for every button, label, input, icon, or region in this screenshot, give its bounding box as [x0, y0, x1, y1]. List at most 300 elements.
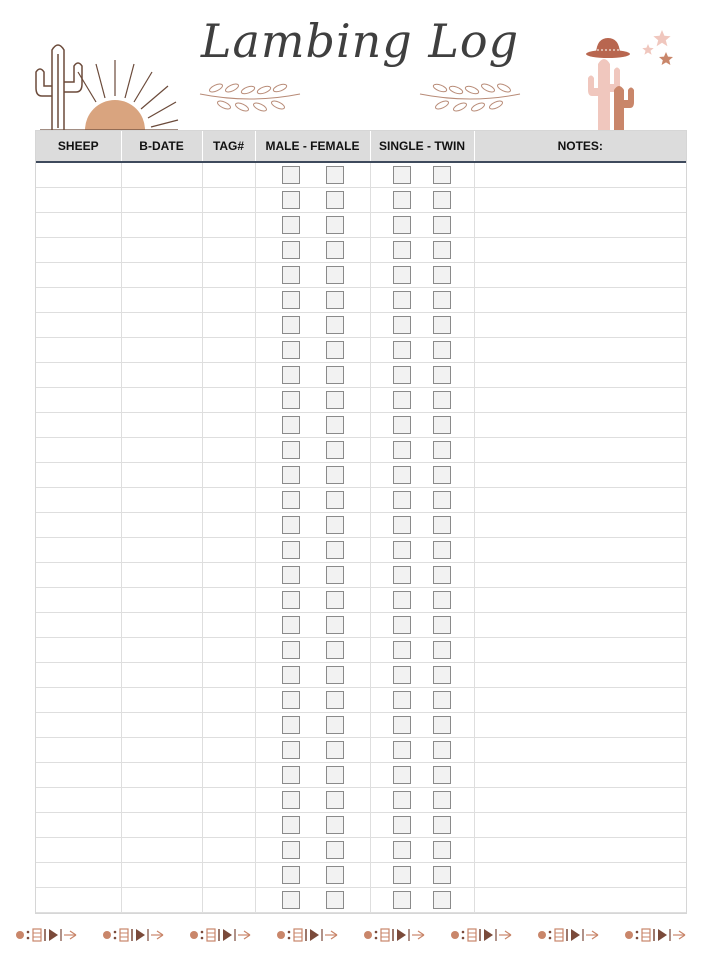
twin-checkbox[interactable]: [433, 791, 451, 809]
table-row: [36, 713, 686, 738]
tag-cell[interactable]: [202, 888, 255, 913]
tag-cell[interactable]: [202, 162, 255, 188]
male-checkbox[interactable]: [282, 716, 300, 734]
twin-checkbox[interactable]: [433, 366, 451, 384]
single-checkbox[interactable]: [393, 516, 411, 534]
single-checkbox[interactable]: [393, 541, 411, 559]
male-checkbox[interactable]: [282, 816, 300, 834]
tag-cell[interactable]: [202, 363, 255, 388]
page-title: Lambing Log: [200, 14, 520, 68]
birth-type-cell: [370, 638, 474, 663]
female-checkbox[interactable]: [326, 766, 344, 784]
sheep-cell[interactable]: [36, 263, 121, 288]
table-row: [36, 663, 686, 688]
tag-cell[interactable]: [202, 338, 255, 363]
male-checkbox[interactable]: [282, 391, 300, 409]
twin-checkbox[interactable]: [433, 466, 451, 484]
male-checkbox[interactable]: [282, 316, 300, 334]
female-checkbox[interactable]: [326, 591, 344, 609]
twin-checkbox[interactable]: [433, 841, 451, 859]
birth-date-cell[interactable]: [121, 713, 202, 738]
sheep-cell[interactable]: [36, 663, 121, 688]
notes-cell[interactable]: [474, 488, 686, 513]
single-checkbox[interactable]: [393, 741, 411, 759]
sheep-cell[interactable]: [36, 688, 121, 713]
male-checkbox[interactable]: [282, 691, 300, 709]
notes-cell[interactable]: [474, 338, 686, 363]
table-row: [36, 888, 686, 913]
sex-cell: [255, 338, 370, 363]
single-checkbox[interactable]: [393, 416, 411, 434]
notes-cell[interactable]: [474, 388, 686, 413]
tribal-motif: [190, 929, 250, 941]
male-checkbox[interactable]: [282, 866, 300, 884]
tag-cell[interactable]: [202, 413, 255, 438]
female-checkbox[interactable]: [326, 166, 344, 184]
single-checkbox[interactable]: [393, 691, 411, 709]
sex-cell: [255, 463, 370, 488]
tag-cell[interactable]: [202, 213, 255, 238]
birth-type-cell: [370, 788, 474, 813]
male-checkbox[interactable]: [282, 591, 300, 609]
male-checkbox[interactable]: [282, 791, 300, 809]
birth-date-cell[interactable]: [121, 388, 202, 413]
twin-checkbox[interactable]: [433, 316, 451, 334]
birth-type-cell: [370, 463, 474, 488]
birth-date-cell[interactable]: [121, 663, 202, 688]
birth-date-cell[interactable]: [121, 488, 202, 513]
notes-cell[interactable]: [474, 738, 686, 763]
sex-cell: [255, 213, 370, 238]
male-checkbox[interactable]: [282, 216, 300, 234]
single-checkbox[interactable]: [393, 591, 411, 609]
notes-cell[interactable]: [474, 613, 686, 638]
twin-checkbox[interactable]: [433, 166, 451, 184]
twin-checkbox[interactable]: [433, 291, 451, 309]
tag-cell[interactable]: [202, 613, 255, 638]
sheep-cell[interactable]: [36, 763, 121, 788]
female-checkbox[interactable]: [326, 241, 344, 259]
birth-date-cell[interactable]: [121, 813, 202, 838]
male-checkbox[interactable]: [282, 416, 300, 434]
table-row: [36, 438, 686, 463]
male-checkbox[interactable]: [282, 891, 300, 909]
lambing-log-table: [35, 130, 687, 914]
table-row: [36, 688, 686, 713]
female-checkbox[interactable]: [326, 841, 344, 859]
twin-checkbox[interactable]: [433, 891, 451, 909]
tag-cell[interactable]: [202, 563, 255, 588]
male-checkbox[interactable]: [282, 741, 300, 759]
twin-checkbox[interactable]: [433, 541, 451, 559]
twin-checkbox[interactable]: [433, 216, 451, 234]
table-row: [36, 838, 686, 863]
birth-type-cell: [370, 188, 474, 213]
tag-cell[interactable]: [202, 863, 255, 888]
sheep-cell[interactable]: [36, 188, 121, 213]
sex-cell: [255, 488, 370, 513]
sex-cell: [255, 188, 370, 213]
male-checkbox[interactable]: [282, 641, 300, 659]
sheep-cell[interactable]: [36, 713, 121, 738]
birth-date-cell[interactable]: [121, 513, 202, 538]
female-checkbox[interactable]: [326, 691, 344, 709]
female-checkbox[interactable]: [326, 341, 344, 359]
sheep-cell[interactable]: [36, 463, 121, 488]
tag-cell[interactable]: [202, 388, 255, 413]
female-checkbox[interactable]: [326, 216, 344, 234]
log-grid: [36, 131, 686, 913]
sheep-cell[interactable]: [36, 738, 121, 763]
table-row: [36, 538, 686, 563]
twin-checkbox[interactable]: [433, 566, 451, 584]
male-checkbox[interactable]: [282, 566, 300, 584]
sheep-cell[interactable]: [36, 338, 121, 363]
single-checkbox[interactable]: [393, 441, 411, 459]
sheep-cell[interactable]: [36, 313, 121, 338]
birth-date-cell[interactable]: [121, 188, 202, 213]
birth-date-cell[interactable]: [121, 638, 202, 663]
female-checkbox[interactable]: [326, 441, 344, 459]
tag-cell[interactable]: [202, 663, 255, 688]
female-checkbox[interactable]: [326, 716, 344, 734]
birth-type-cell: [370, 288, 474, 313]
female-checkbox[interactable]: [326, 491, 344, 509]
table-row: [36, 613, 686, 638]
sex-cell: [255, 663, 370, 688]
female-checkbox[interactable]: [326, 616, 344, 634]
birth-date-cell[interactable]: [121, 213, 202, 238]
female-checkbox[interactable]: [326, 741, 344, 759]
sex-cell: [255, 838, 370, 863]
tag-cell[interactable]: [202, 288, 255, 313]
notes-cell[interactable]: [474, 213, 686, 238]
twin-checkbox[interactable]: [433, 491, 451, 509]
sheep-cell[interactable]: [36, 813, 121, 838]
sheep-cell[interactable]: [36, 438, 121, 463]
birth-type-cell: [370, 438, 474, 463]
tag-cell[interactable]: [202, 588, 255, 613]
female-checkbox[interactable]: [326, 391, 344, 409]
tribal-motif: [538, 929, 598, 941]
single-checkbox[interactable]: [393, 491, 411, 509]
tag-cell[interactable]: [202, 488, 255, 513]
cactus-sunrise-decoration: [30, 38, 180, 132]
female-checkbox[interactable]: [326, 291, 344, 309]
birth-type-cell: [370, 813, 474, 838]
single-checkbox[interactable]: [393, 366, 411, 384]
twin-checkbox[interactable]: [433, 816, 451, 834]
sheep-cell[interactable]: [36, 788, 121, 813]
single-checkbox[interactable]: [393, 841, 411, 859]
birth-date-cell[interactable]: [121, 288, 202, 313]
sex-cell: [255, 738, 370, 763]
table-row: [36, 738, 686, 763]
notes-cell[interactable]: [474, 688, 686, 713]
sheep-cell[interactable]: [36, 638, 121, 663]
female-checkbox[interactable]: [326, 866, 344, 884]
notes-cell[interactable]: [474, 363, 686, 388]
sex-cell: [255, 638, 370, 663]
male-checkbox[interactable]: [282, 191, 300, 209]
birth-type-cell: [370, 738, 474, 763]
single-checkbox[interactable]: [393, 316, 411, 334]
twin-checkbox[interactable]: [433, 391, 451, 409]
sheep-cell[interactable]: [36, 863, 121, 888]
twin-checkbox[interactable]: [433, 716, 451, 734]
single-checkbox[interactable]: [393, 266, 411, 284]
table-row: [36, 338, 686, 363]
tag-cell[interactable]: [202, 463, 255, 488]
single-checkbox[interactable]: [393, 191, 411, 209]
twin-checkbox[interactable]: [433, 616, 451, 634]
single-checkbox[interactable]: [393, 566, 411, 584]
female-checkbox[interactable]: [326, 666, 344, 684]
twin-checkbox[interactable]: [433, 516, 451, 534]
single-checkbox[interactable]: [393, 641, 411, 659]
single-checkbox[interactable]: [393, 791, 411, 809]
single-checkbox[interactable]: [393, 241, 411, 259]
twin-checkbox[interactable]: [433, 591, 451, 609]
female-checkbox[interactable]: [326, 541, 344, 559]
single-checkbox[interactable]: [393, 391, 411, 409]
column-header-notes: NOTES:: [474, 131, 686, 162]
notes-cell[interactable]: [474, 563, 686, 588]
single-checkbox[interactable]: [393, 666, 411, 684]
notes-cell[interactable]: [474, 838, 686, 863]
sex-cell: [255, 162, 370, 188]
female-checkbox[interactable]: [326, 791, 344, 809]
single-checkbox[interactable]: [393, 716, 411, 734]
tag-cell[interactable]: [202, 713, 255, 738]
sheep-cell[interactable]: [36, 363, 121, 388]
female-checkbox[interactable]: [326, 891, 344, 909]
notes-cell[interactable]: [474, 813, 686, 838]
sex-cell: [255, 413, 370, 438]
male-checkbox[interactable]: [282, 491, 300, 509]
notes-cell[interactable]: [474, 888, 686, 913]
single-checkbox[interactable]: [393, 466, 411, 484]
table-header-row: [36, 131, 686, 162]
birth-date-cell[interactable]: [121, 563, 202, 588]
female-checkbox[interactable]: [326, 816, 344, 834]
notes-cell[interactable]: [474, 863, 686, 888]
sheep-cell[interactable]: [36, 488, 121, 513]
sheep-cell[interactable]: [36, 513, 121, 538]
tag-cell[interactable]: [202, 763, 255, 788]
twin-checkbox[interactable]: [433, 441, 451, 459]
female-checkbox[interactable]: [326, 641, 344, 659]
sheep-cell[interactable]: [36, 838, 121, 863]
birth-date-cell[interactable]: [121, 162, 202, 188]
notes-cell[interactable]: [474, 513, 686, 538]
table-row: [36, 313, 686, 338]
tribal-motif: [277, 929, 337, 941]
twin-checkbox[interactable]: [433, 641, 451, 659]
tribal-motif: [103, 929, 163, 941]
table-row: [36, 413, 686, 438]
sex-cell: [255, 513, 370, 538]
birth-date-cell[interactable]: [121, 588, 202, 613]
birth-date-cell[interactable]: [121, 538, 202, 563]
notes-cell[interactable]: [474, 788, 686, 813]
tag-cell[interactable]: [202, 513, 255, 538]
sex-cell: [255, 713, 370, 738]
twin-checkbox[interactable]: [433, 666, 451, 684]
birth-date-cell[interactable]: [121, 438, 202, 463]
twin-checkbox[interactable]: [433, 741, 451, 759]
sheep-cell[interactable]: [36, 563, 121, 588]
birth-date-cell[interactable]: [121, 788, 202, 813]
tag-cell[interactable]: [202, 238, 255, 263]
male-checkbox[interactable]: [282, 516, 300, 534]
notes-cell[interactable]: [474, 663, 686, 688]
sheep-cell[interactable]: [36, 588, 121, 613]
tag-cell[interactable]: [202, 638, 255, 663]
male-checkbox[interactable]: [282, 291, 300, 309]
sheep-cell[interactable]: [36, 538, 121, 563]
sheep-cell[interactable]: [36, 888, 121, 913]
birth-type-cell: [370, 713, 474, 738]
tag-cell[interactable]: [202, 538, 255, 563]
birth-type-cell: [370, 563, 474, 588]
table-row: [36, 863, 686, 888]
birth-date-cell[interactable]: [121, 313, 202, 338]
birth-date-cell[interactable]: [121, 413, 202, 438]
column-header-birth-date: B-DATE: [121, 131, 202, 162]
column-header-single-twin: SINGLE - TWIN: [370, 131, 474, 162]
sheep-cell[interactable]: [36, 162, 121, 188]
birth-date-cell[interactable]: [121, 338, 202, 363]
male-checkbox[interactable]: [282, 241, 300, 259]
male-checkbox[interactable]: [282, 466, 300, 484]
tag-cell[interactable]: [202, 313, 255, 338]
single-checkbox[interactable]: [393, 341, 411, 359]
tag-cell[interactable]: [202, 438, 255, 463]
sheep-cell[interactable]: [36, 388, 121, 413]
male-checkbox[interactable]: [282, 441, 300, 459]
tag-cell[interactable]: [202, 688, 255, 713]
sex-cell: [255, 688, 370, 713]
tag-cell[interactable]: [202, 813, 255, 838]
birth-date-cell[interactable]: [121, 238, 202, 263]
birth-date-cell[interactable]: [121, 838, 202, 863]
birth-date-cell[interactable]: [121, 688, 202, 713]
tag-cell[interactable]: [202, 188, 255, 213]
male-checkbox[interactable]: [282, 266, 300, 284]
notes-cell[interactable]: [474, 188, 686, 213]
sex-cell: [255, 538, 370, 563]
sex-cell: [255, 763, 370, 788]
star-icon: [642, 30, 673, 65]
twin-checkbox[interactable]: [433, 766, 451, 784]
male-checkbox[interactable]: [282, 166, 300, 184]
tag-cell[interactable]: [202, 788, 255, 813]
male-checkbox[interactable]: [282, 541, 300, 559]
female-checkbox[interactable]: [326, 516, 344, 534]
tag-cell[interactable]: [202, 263, 255, 288]
single-checkbox[interactable]: [393, 766, 411, 784]
birth-type-cell: [370, 613, 474, 638]
notes-cell[interactable]: [474, 313, 686, 338]
sex-cell: [255, 313, 370, 338]
male-checkbox[interactable]: [282, 766, 300, 784]
birth-date-cell[interactable]: [121, 763, 202, 788]
notes-cell[interactable]: [474, 463, 686, 488]
male-checkbox[interactable]: [282, 666, 300, 684]
sex-cell: [255, 613, 370, 638]
birth-date-cell[interactable]: [121, 888, 202, 913]
female-checkbox[interactable]: [326, 466, 344, 484]
birth-date-cell[interactable]: [121, 263, 202, 288]
notes-cell[interactable]: [474, 288, 686, 313]
sex-cell: [255, 288, 370, 313]
twin-checkbox[interactable]: [433, 341, 451, 359]
birth-date-cell[interactable]: [121, 363, 202, 388]
male-checkbox[interactable]: [282, 341, 300, 359]
twin-checkbox[interactable]: [433, 416, 451, 434]
birth-date-cell[interactable]: [121, 863, 202, 888]
birth-date-cell[interactable]: [121, 613, 202, 638]
male-checkbox[interactable]: [282, 841, 300, 859]
notes-cell[interactable]: [474, 713, 686, 738]
single-checkbox[interactable]: [393, 891, 411, 909]
notes-cell[interactable]: [474, 763, 686, 788]
twin-checkbox[interactable]: [433, 241, 451, 259]
female-checkbox[interactable]: [326, 416, 344, 434]
twin-checkbox[interactable]: [433, 266, 451, 284]
notes-cell[interactable]: [474, 538, 686, 563]
sheep-cell[interactable]: [36, 213, 121, 238]
notes-cell[interactable]: [474, 638, 686, 663]
sheep-cell[interactable]: [36, 238, 121, 263]
sheep-cell[interactable]: [36, 613, 121, 638]
twin-checkbox[interactable]: [433, 191, 451, 209]
female-checkbox[interactable]: [326, 191, 344, 209]
female-checkbox[interactable]: [326, 366, 344, 384]
birth-date-cell[interactable]: [121, 463, 202, 488]
notes-cell[interactable]: [474, 588, 686, 613]
single-checkbox[interactable]: [393, 216, 411, 234]
table-row: [36, 563, 686, 588]
birth-date-cell[interactable]: [121, 738, 202, 763]
female-checkbox[interactable]: [326, 566, 344, 584]
male-checkbox[interactable]: [282, 616, 300, 634]
single-checkbox[interactable]: [393, 291, 411, 309]
sheep-cell[interactable]: [36, 413, 121, 438]
notes-cell[interactable]: [474, 263, 686, 288]
table-row: [36, 763, 686, 788]
twin-checkbox[interactable]: [433, 866, 451, 884]
male-checkbox[interactable]: [282, 366, 300, 384]
tag-cell[interactable]: [202, 738, 255, 763]
female-checkbox[interactable]: [326, 316, 344, 334]
notes-cell[interactable]: [474, 162, 686, 188]
table-row: [36, 588, 686, 613]
female-checkbox[interactable]: [326, 266, 344, 284]
twin-checkbox[interactable]: [433, 691, 451, 709]
notes-cell[interactable]: [474, 438, 686, 463]
single-checkbox[interactable]: [393, 166, 411, 184]
single-checkbox[interactable]: [393, 866, 411, 884]
tag-cell[interactable]: [202, 838, 255, 863]
single-checkbox[interactable]: [393, 616, 411, 634]
sheep-cell[interactable]: [36, 288, 121, 313]
single-checkbox[interactable]: [393, 816, 411, 834]
notes-cell[interactable]: [474, 413, 686, 438]
notes-cell[interactable]: [474, 238, 686, 263]
sex-cell: [255, 863, 370, 888]
